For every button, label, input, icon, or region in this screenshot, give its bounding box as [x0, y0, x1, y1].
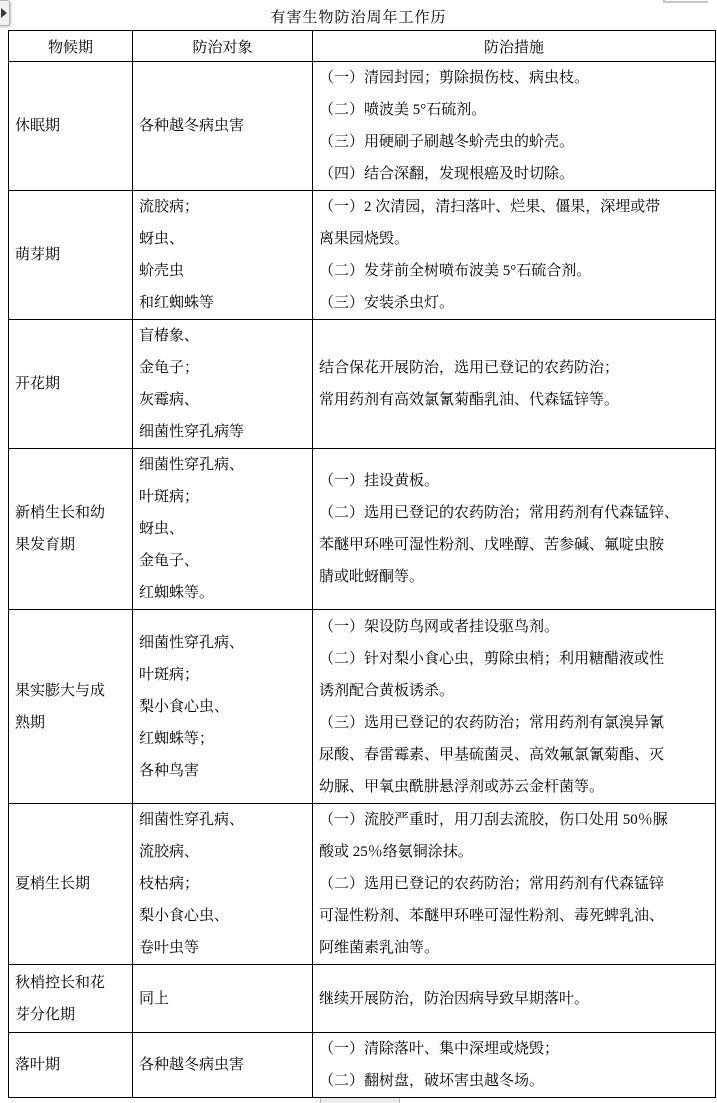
text-line: （三）安装杀虫灯。	[319, 295, 455, 311]
text-line: 和红蜘蛛等	[139, 295, 215, 311]
text-line: 夏梢生长期	[15, 876, 91, 892]
measures-cell	[313, 449, 715, 609]
targets-cell	[133, 610, 313, 803]
text-line: （二）翻树盘，破坏害虫越冬场。	[319, 1073, 545, 1089]
targets-cell	[133, 449, 313, 609]
text-line: （二）发芽前全树喷布波美 5°石硫合剂。	[319, 263, 592, 279]
table-header-row	[9, 31, 715, 62]
text-line: （一）挂设黄板。	[319, 473, 440, 489]
measures-cell	[313, 62, 715, 190]
text-line: 同上	[139, 990, 170, 1007]
text-line: 果发育期	[15, 537, 76, 553]
text-line: 金龟子、	[139, 553, 200, 569]
text-line: 幼脲、甲氧虫酰肼悬浮剂或苏云金杆菌等。	[319, 778, 605, 795]
text-line: 叶斑病；	[139, 666, 200, 683]
right-arrow-icon	[1, 8, 7, 18]
text-line: （三）选用已登记的农药防治；常用药剂有氯溴异氰	[319, 714, 665, 731]
text-line: 可湿性粉剂、苯醚甲环唑可湿性粉剂、毒死蜱乳油、	[319, 908, 665, 924]
text-line: 流胶病；	[139, 199, 200, 215]
text-line: 离果园烧毁。	[319, 231, 410, 247]
text-line: （二）选用已登记的农药防治；常用药剂有代森锰锌、	[319, 505, 680, 521]
text-line: 阿维菌素乳油等。	[319, 940, 440, 956]
text-line: 灰霉病、	[139, 392, 200, 408]
targets-cell	[133, 804, 313, 964]
text-line: 枝枯病；	[139, 876, 200, 892]
text-line: 细菌性穿孔病、	[139, 634, 245, 651]
expand-button-fragment[interactable]	[0, 0, 10, 26]
text-line: 梨小食心虫、	[139, 698, 230, 715]
text-line: 落叶期	[15, 1057, 61, 1073]
header-targets: 防治对象	[133, 31, 313, 61]
phenophase-cell	[9, 610, 133, 803]
targets-cell	[133, 1033, 313, 1097]
phenophase-cell	[9, 320, 133, 448]
text-line: 苯醚甲环唑可湿性粉剂、戊唑醇、苦参碱、氟啶虫胺	[319, 537, 665, 553]
page-title: 有害生物防治周年工作历	[270, 10, 447, 26]
table-row	[9, 62, 715, 191]
table-row	[9, 965, 715, 1033]
header-phenophase: 物候期	[9, 31, 133, 61]
phenophase-cell	[9, 62, 133, 190]
text-line: 诱剂配合黄板诱杀。	[319, 682, 455, 699]
targets-cell	[133, 62, 313, 190]
pest-control-calendar-table	[8, 30, 716, 1098]
text-line: 休眠期	[15, 118, 61, 134]
table-row	[9, 449, 715, 610]
text-line: 蚧壳虫	[139, 263, 185, 279]
text-line: （一）流胶严重时，用刀刮去流胶，伤口处用 50％脲	[319, 812, 668, 828]
text-line: 熟期	[15, 714, 46, 731]
text-line: 盲椿象、	[139, 328, 200, 344]
text-line: 细菌性穿孔病等	[139, 424, 245, 440]
targets-cell	[133, 191, 313, 319]
frame-corner-fragment	[663, 0, 708, 3]
table-row	[9, 320, 715, 449]
text-line: （二）针对梨小食心虫，剪除虫梢；利用糖醋液或性	[319, 650, 665, 667]
text-line: 各种鸟害	[139, 762, 200, 779]
text-line: 果实膨大与成	[15, 682, 106, 699]
text-line: 尿酸、春雷霉素、甲基硫菌灵、高效氟氯氰菊酯、灭	[319, 746, 665, 763]
measures-cell	[313, 1033, 715, 1097]
text-line: 蚜虫、	[139, 231, 185, 247]
table-row	[9, 1033, 715, 1097]
targets-cell	[133, 965, 313, 1032]
text-line: 红蜘蛛等；	[139, 730, 215, 747]
phenophase-cell	[9, 804, 133, 964]
text-line: （一）清除落叶、集中深埋或烧毁；	[319, 1041, 560, 1057]
text-line: 细菌性穿孔病、	[139, 812, 245, 828]
text-line: 金龟子；	[139, 360, 200, 376]
targets-cell	[133, 320, 313, 448]
text-line: （二）喷波美 5°石硫剂。	[319, 102, 487, 118]
text-line: 结合保花开展防治，选用已登记的农药防治；	[319, 360, 620, 376]
measures-cell	[313, 965, 715, 1032]
text-line: 红蜘蛛等。	[139, 585, 215, 601]
text-line: 各种越冬病虫害	[139, 118, 245, 134]
text-line: （一）2 次清园，清扫落叶、烂果、僵果，深埋或带	[319, 199, 661, 215]
text-line: 腈或吡蚜酮等。	[319, 569, 425, 585]
text-line: （一）清园封园；剪除损伤枝、病虫枝。	[319, 70, 590, 86]
text-line: 叶斑病；	[139, 489, 200, 505]
text-line: （一）架设防鸟网或者挂设驱鸟剂。	[319, 618, 560, 635]
text-line: 卷叶虫等	[139, 940, 200, 956]
header-measures: 防治措施	[483, 39, 544, 56]
measures-cell	[313, 610, 715, 803]
text-line: 继续开展防治，防治因病导致早期落叶。	[319, 990, 590, 1007]
text-line: 新梢生长和幼	[15, 505, 106, 521]
text-line: （二）选用已登记的农药防治；常用药剂有代森锰锌	[319, 876, 665, 892]
text-line: 常用药剂有高效氯氰菊酯乳油、代森锰锌等。	[319, 392, 620, 408]
text-line: （三）用硬刷子刷越冬蚧壳虫的蚧壳。	[319, 134, 575, 150]
measures-cell	[313, 804, 715, 964]
phenophase-cell	[9, 191, 133, 319]
text-line: 开花期	[15, 376, 61, 392]
text-line: 萌芽期	[15, 247, 61, 263]
phenophase-cell	[9, 965, 133, 1032]
table-row	[9, 804, 715, 965]
measures-cell	[313, 191, 715, 319]
text-line: 芽分化期	[15, 1006, 76, 1023]
measures-cell	[313, 320, 715, 448]
text-line: 蚜虫、	[139, 521, 185, 537]
table-row	[9, 191, 715, 320]
phenophase-cell	[9, 449, 133, 609]
text-line: （四）结合深翻，发现根癌及时切除。	[319, 166, 575, 182]
table-row	[9, 610, 715, 804]
text-line: 酸或 25％络氨铜涂抹。	[319, 844, 473, 860]
text-line: 细菌性穿孔病、	[139, 457, 245, 473]
text-line: 各种越冬病虫害	[139, 1057, 245, 1073]
phenophase-cell	[9, 1033, 133, 1097]
text-line: 流胶病、	[139, 844, 200, 860]
text-line: 梨小食心虫、	[139, 908, 230, 924]
text-line: 秋梢控长和花	[15, 974, 106, 991]
